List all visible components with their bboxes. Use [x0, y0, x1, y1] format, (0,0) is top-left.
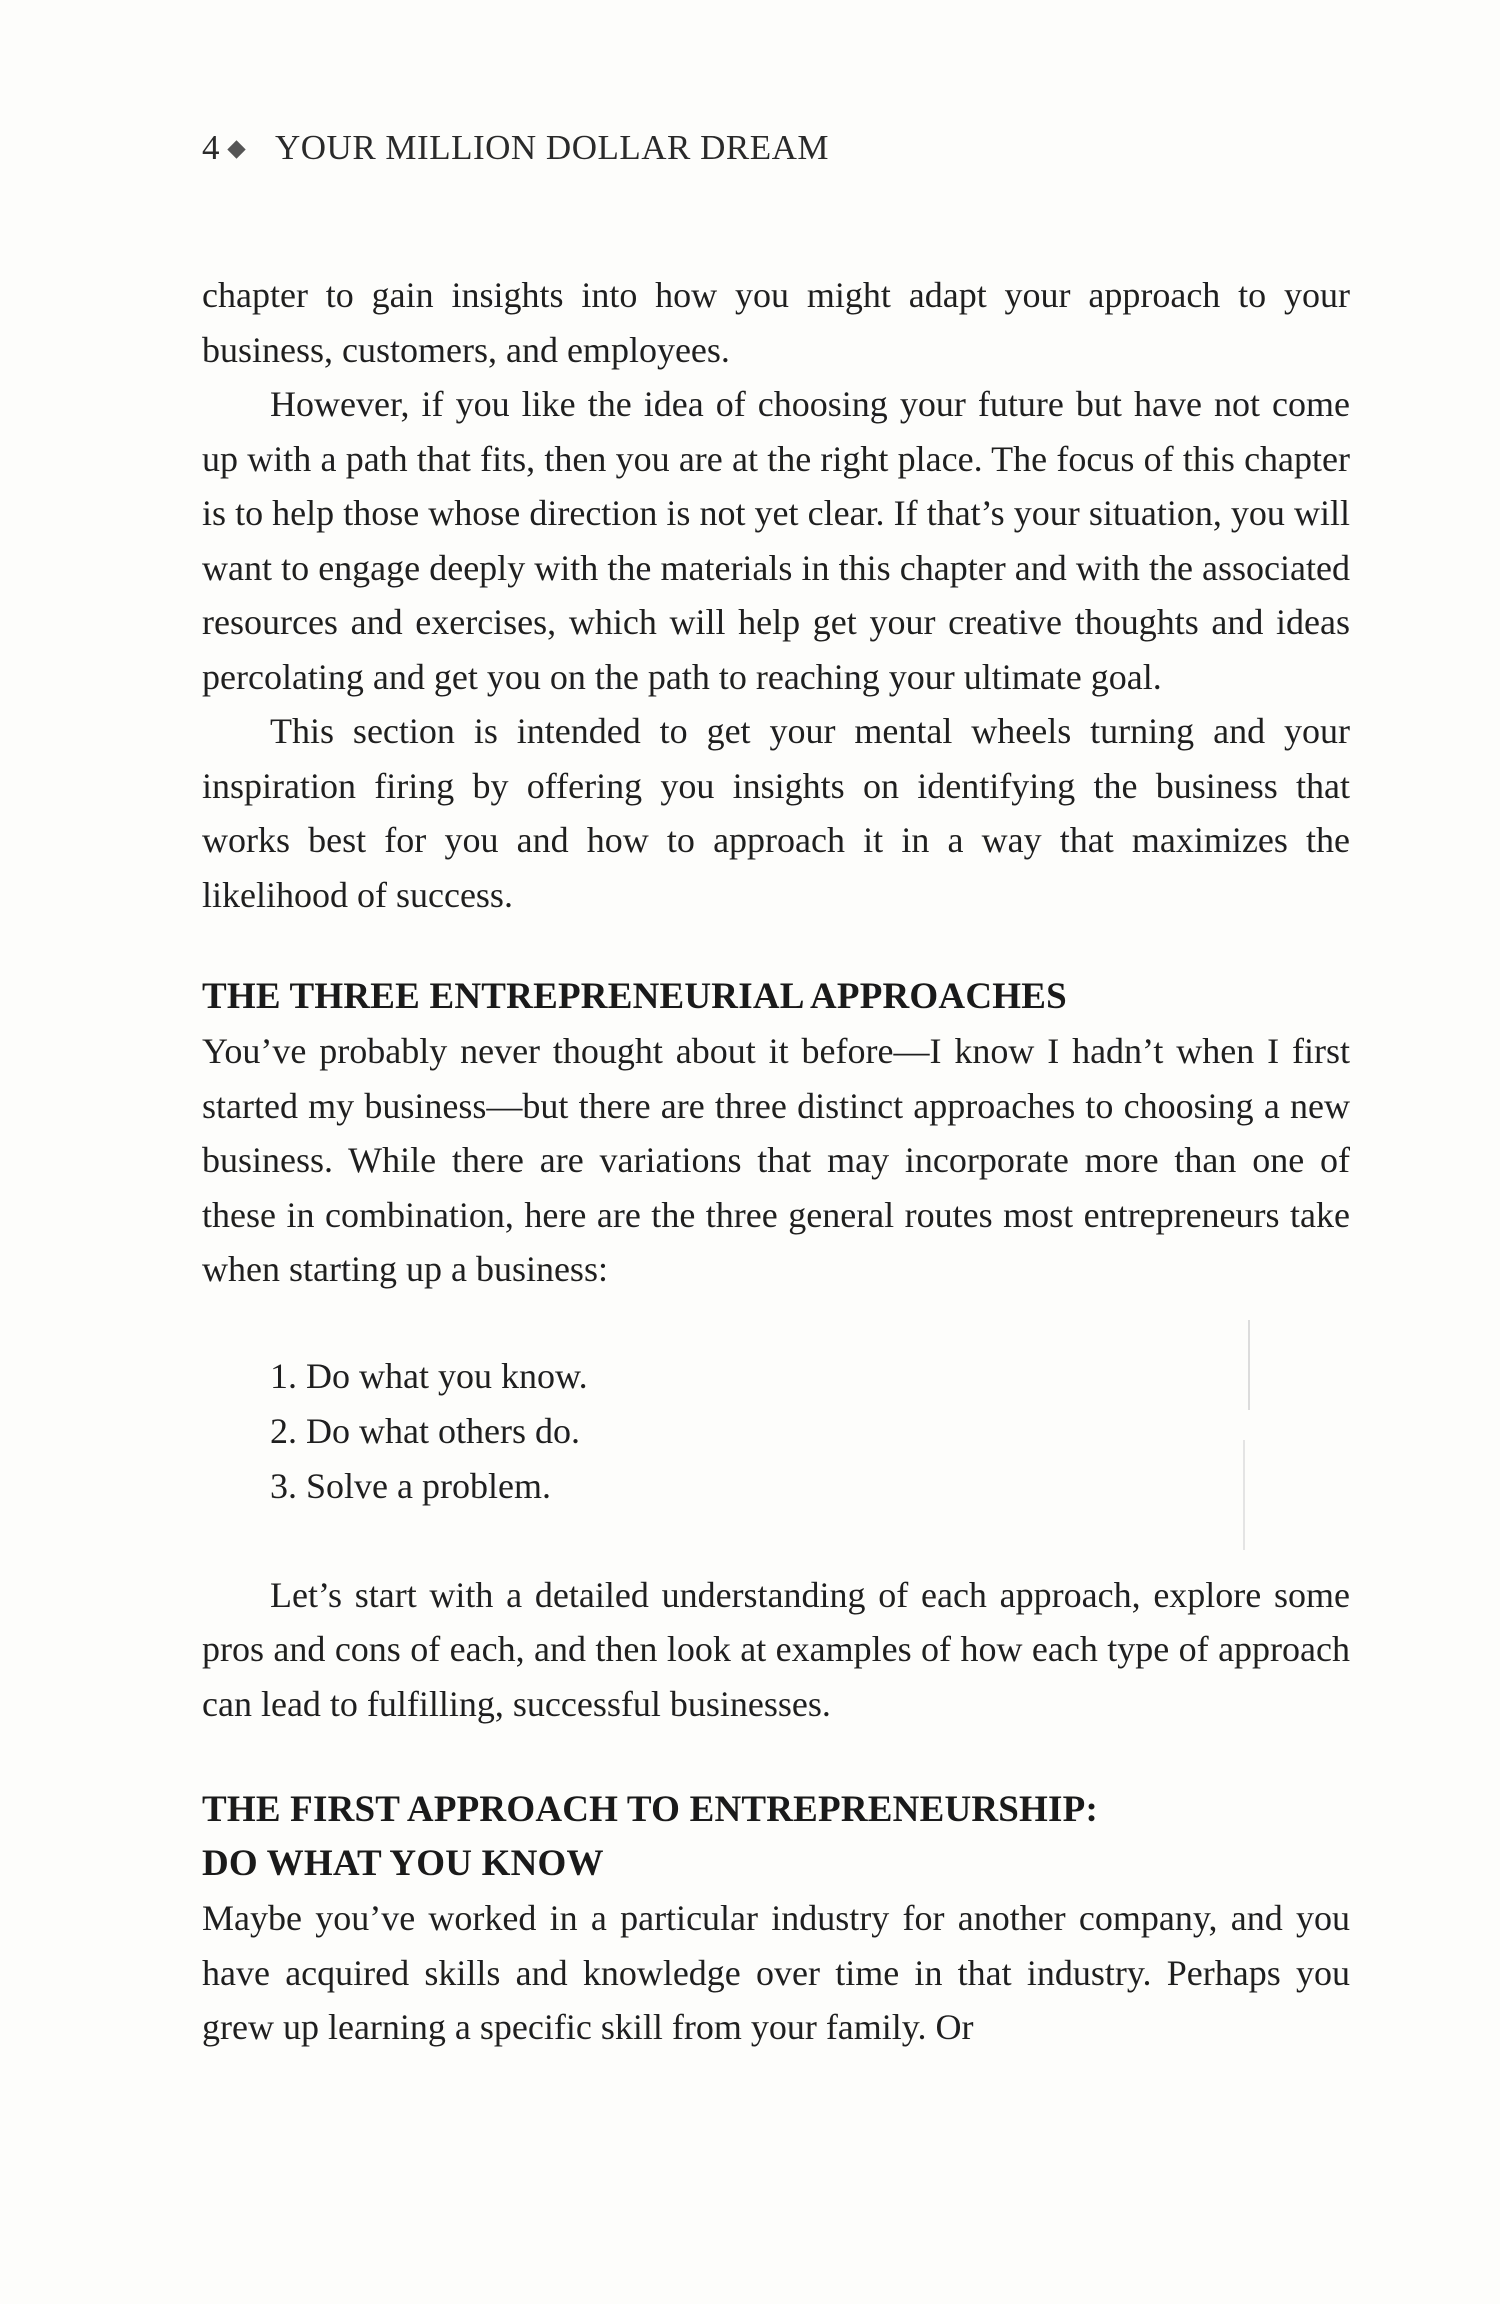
paragraph: Let’s start with a detailed understanding of each approach, explore some pros and cons of each, and then look at examples of how each type of approach can lead to fulfilling, successful businesses. [202, 1574, 1350, 1724]
list-item: 1. Do what you know. [270, 1355, 588, 1396]
running-head [202, 128, 829, 168]
page-number: 4 [202, 128, 220, 167]
paragraph: However, if you like the idea of choosing your future but have not come up with a path that fits, then you are at the right place. The focus of this chapter is to help those whose direction is not yet clear. If that’s your situation, you will want to engage deeply with the materials in this chapter and with the associated resources and exercises, which will help get your creative thoughts and ideas percolating and get you on the path to reaching your ultimate goal. [202, 384, 1350, 697]
paragraph: Maybe you’ve worked in a particular industry for another company, and you have acquired skills and knowledge over time in that industry. Perhaps you grew up learning a specific skill from your family. Or [202, 1898, 1350, 2047]
paragraph: This section is intended to get your mental wheels turning and your inspiration firing by offering you insights on identifying the business that works best for you and how to approach it in a way that maximizes the likelihood of success. [202, 711, 1350, 915]
paragraph: You’ve probably never thought about it before—I know I hadn’t when I first started my business—but there are three distinct approaches to choosing a new business. While there are variations that may incorporate more than one of these in combination, here are the three general routes most entrepreneurs take when starting up a business: [202, 1031, 1350, 1289]
approaches-list [202, 1349, 1350, 1514]
scan-artifact [1243, 1440, 1245, 1550]
page-body [202, 268, 1350, 2055]
section-heading-first-approach [202, 1783, 1350, 1891]
list-item: 2. Do what others do. [270, 1410, 580, 1451]
paragraph-continuation: chapter to gain insights into how you might adapt your approach to your business, customers, and employees. [202, 275, 1350, 370]
heading-line: THE FIRST APPROACH TO ENTREPRENEURSHIP: [202, 1789, 1098, 1830]
diamond-ornament-icon [227, 140, 245, 158]
section-heading-three-approaches: THE THREE ENTREPRENEURIAL APPROACHES [202, 976, 1067, 1017]
book-title: YOUR MILLION DOLLAR DREAM [275, 128, 829, 167]
list-item: 3. Solve a problem. [270, 1465, 551, 1506]
scan-artifact [1248, 1320, 1250, 1410]
heading-line: DO WHAT YOU KNOW [202, 1843, 604, 1884]
